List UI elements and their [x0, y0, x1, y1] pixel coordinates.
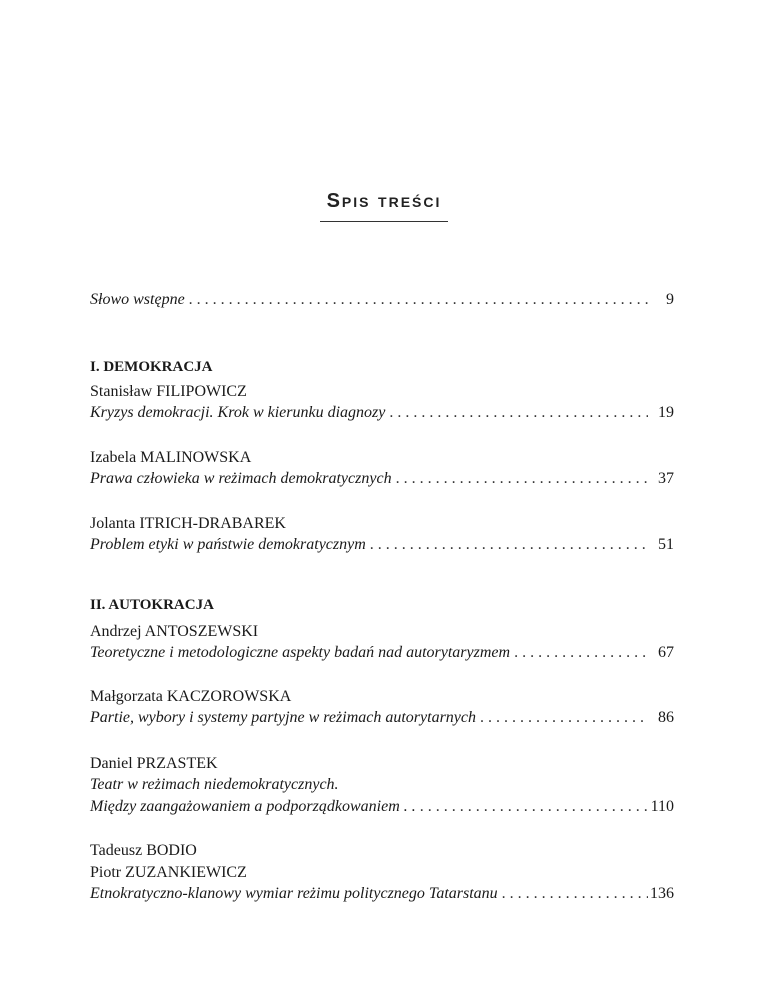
- leader-dots: [510, 642, 648, 664]
- entry-author: Piotr ZUZANKIEWICZ: [90, 864, 247, 881]
- toc-entry-6[interactable]: [90, 796, 674, 818]
- entry-author: Tadeusz BODIO: [90, 842, 197, 859]
- toc-entry-2[interactable]: [90, 468, 674, 490]
- entry-title: Problem etyki w państwie demokratycznym: [90, 536, 366, 553]
- entry-page: 37: [658, 470, 674, 487]
- leader-dots: [392, 468, 648, 490]
- entry-title: Etnokratyczno-klanowy wymiar reżimu politycznego Tatarstanu: [90, 885, 498, 902]
- entry-page: 67: [658, 644, 674, 661]
- toc-entry-5[interactable]: [90, 707, 674, 729]
- entry-author: Daniel PRZASTEK: [90, 755, 218, 772]
- entry-title: Teoretyczne i metodologiczne aspekty badań nad autorytaryzmem: [90, 644, 511, 661]
- entry-author: Małgorzata KACZOROWSKA: [90, 688, 292, 705]
- entry-title-line1: Teatr w reżimach niedemokratycznych.: [90, 776, 339, 793]
- leader-dots: [476, 707, 648, 729]
- entry-title: Partie, wybory i systemy partyjne w reżimach autorytarnych: [90, 709, 476, 726]
- toc-entry-7[interactable]: [90, 883, 674, 905]
- section-heading-autocracy: II. AUTOKRACJA: [90, 597, 214, 613]
- entry-page: 136: [650, 885, 674, 902]
- title-rule: [320, 221, 448, 222]
- entry-author: Izabela MALINOWSKA: [90, 449, 252, 466]
- entry-title: Słowo wstępne: [90, 291, 185, 308]
- leader-dots: [498, 883, 648, 905]
- toc-entry-preface[interactable]: [90, 289, 674, 311]
- entry-page: 86: [658, 709, 674, 726]
- page-title: Spis treści: [326, 190, 442, 212]
- entry-author: Andrzej ANTOSZEWSKI: [90, 623, 259, 640]
- toc-entry-4[interactable]: [90, 642, 674, 664]
- toc-entry-3[interactable]: [90, 534, 674, 556]
- leader-dots: [385, 402, 648, 424]
- entry-page: 19: [658, 404, 674, 421]
- leader-dots: [366, 534, 648, 556]
- entry-title: Między zaangażowaniem a podporządkowaniem . .: [90, 798, 416, 815]
- entry-page: 9: [666, 291, 674, 308]
- entry-title: Kryzys demokracji. Krok w kierunku diagnozy: [90, 404, 386, 421]
- leader-dots: [185, 289, 648, 311]
- entry-title: Prawa człowieka w reżimach demokratycznych: [90, 470, 392, 487]
- entry-author: Stanisław FILIPOWICZ: [90, 383, 247, 400]
- entry-author: Jolanta ITRICH-DRABAREK: [90, 515, 286, 532]
- entry-page: 110: [650, 798, 674, 815]
- toc-entry-1[interactable]: [90, 402, 674, 424]
- leader-dots: [416, 796, 648, 818]
- section-heading-democracy: I. DEMOKRACJA: [90, 359, 213, 375]
- entry-page: 51: [658, 536, 674, 553]
